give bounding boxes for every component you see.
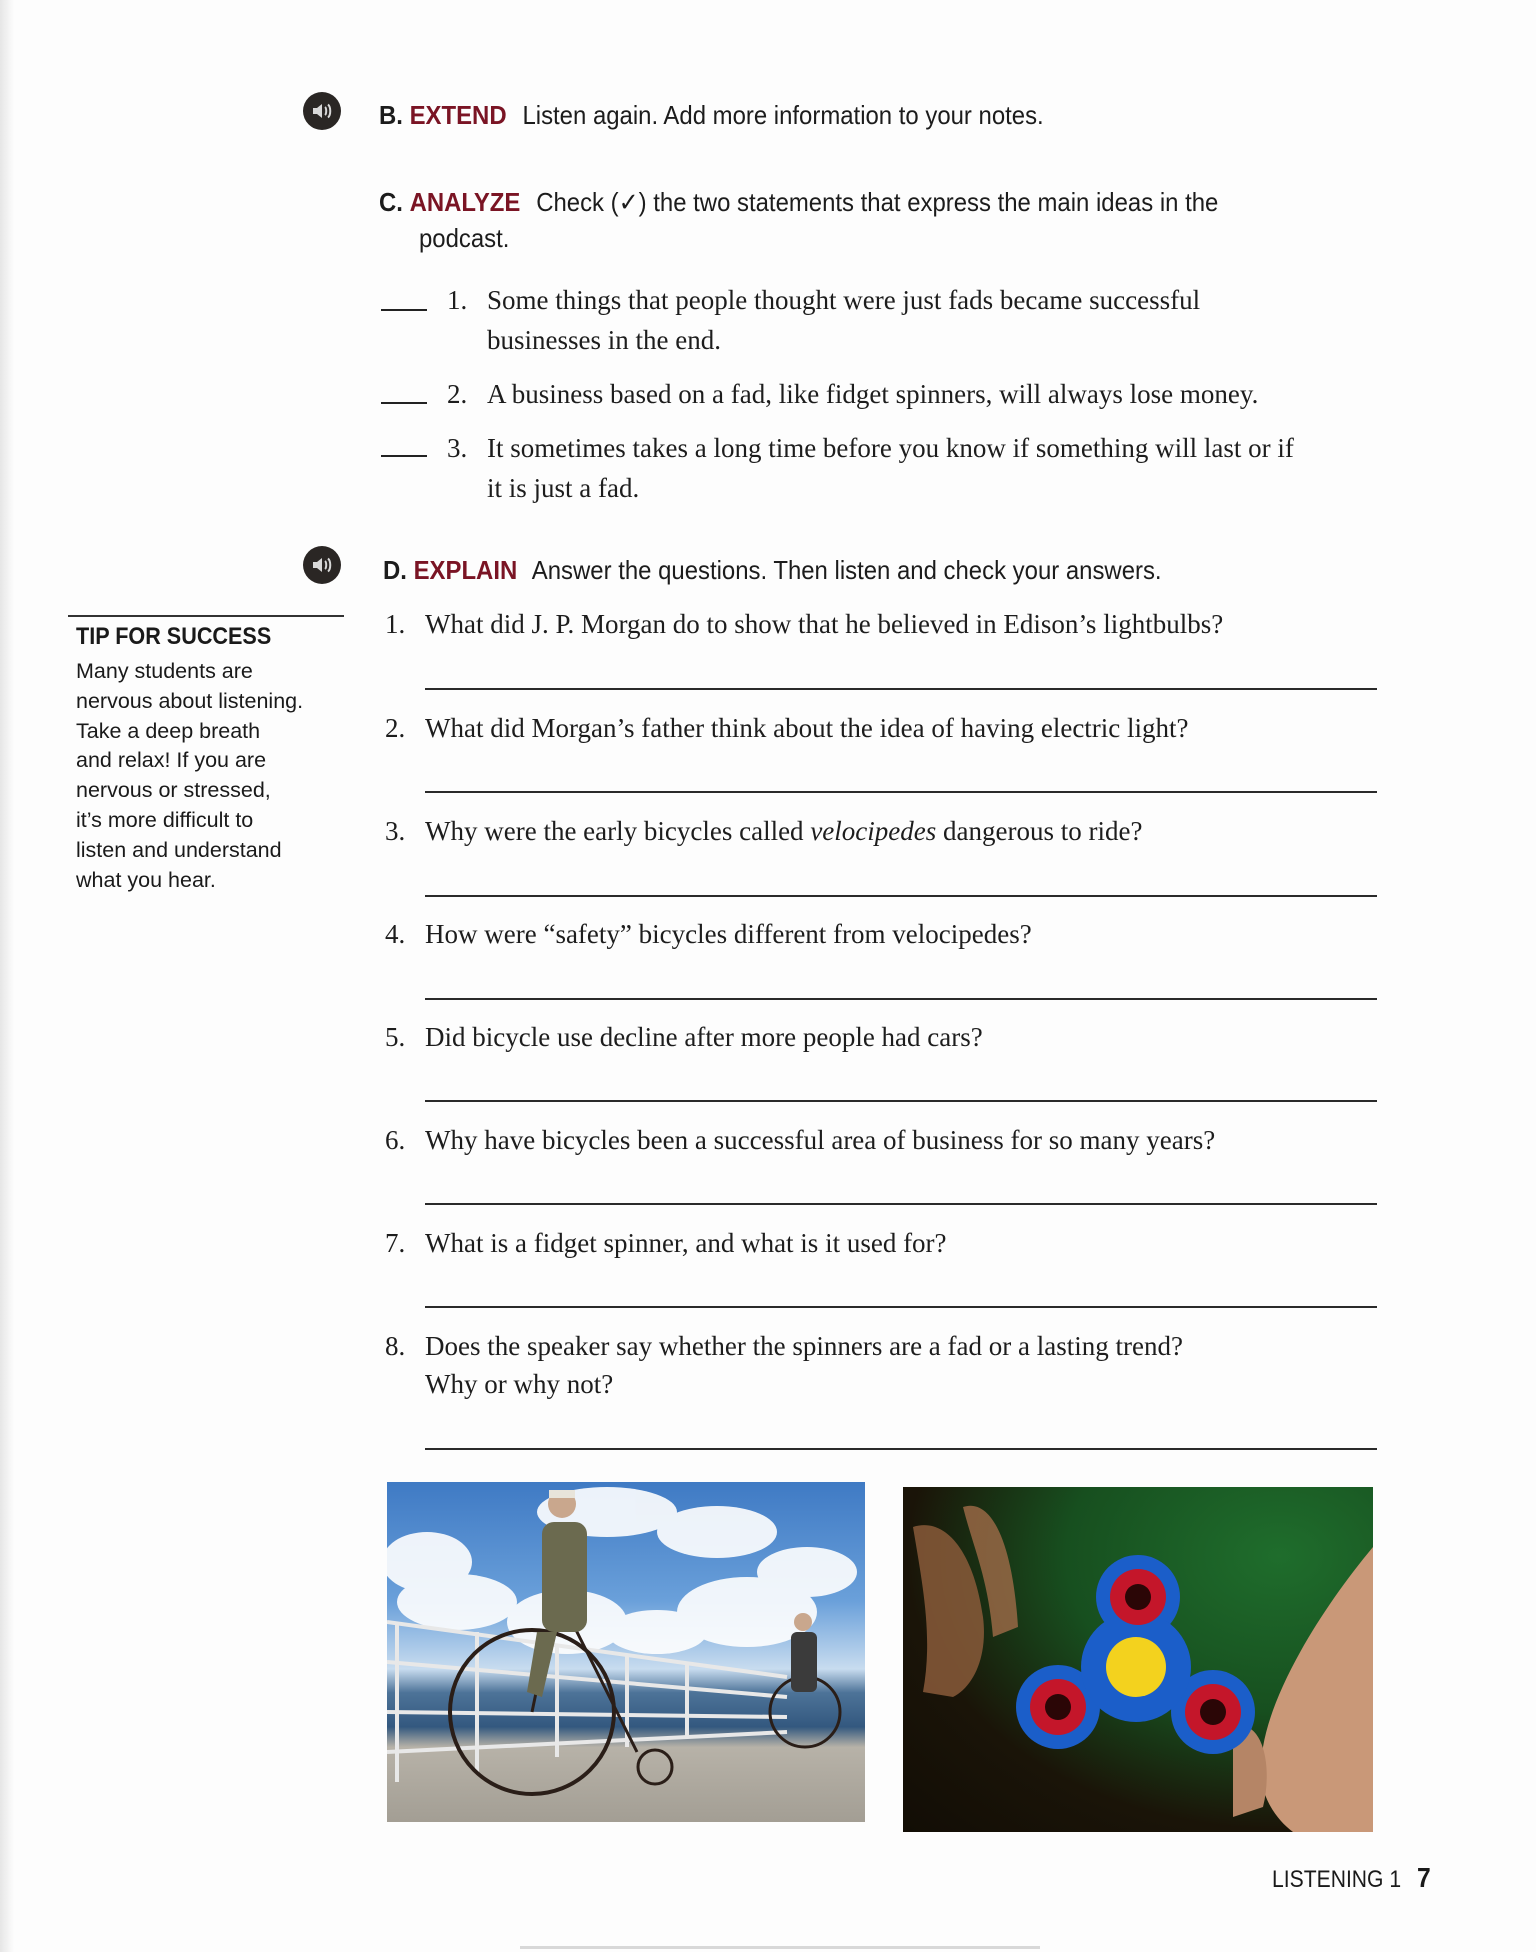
question-item <box>385 1018 983 1056</box>
question-text: Does the speaker say whether the spinners are a fad or a lasting trend? <box>425 1331 1183 1361</box>
section-d-instruction <box>383 553 1162 587</box>
check-blank[interactable] <box>381 309 427 311</box>
item-line: Some things that people thought were just fads became successful <box>487 285 1201 315</box>
question-text: dangerous to ride? <box>936 816 1143 846</box>
tip-line: nervous or stressed, <box>76 778 271 803</box>
checklist-item <box>447 280 467 320</box>
item-line: it is just a fad. <box>487 473 640 503</box>
question-item <box>385 709 1189 747</box>
page-number: 7 <box>1416 1862 1431 1893</box>
instruction-text: Answer the questions. Then listen and check your answers. <box>531 555 1162 585</box>
tip-line: it’s more difficult to <box>76 807 254 832</box>
tip-line: nervous about listening. <box>76 688 304 713</box>
question-text: Why were the early bicycles called <box>425 816 811 846</box>
audio-speaker-icon[interactable] <box>303 92 341 130</box>
item-line: businesses in the end. <box>487 325 721 355</box>
section-c-instruction-cont <box>419 221 509 255</box>
question-text: Did bicycle use decline after more people had cars? <box>425 1022 983 1052</box>
item-number: 3. <box>447 433 468 463</box>
check-blank[interactable] <box>381 402 427 404</box>
checklist-item-text <box>487 428 1294 508</box>
instruction-text: Check (✓) the two statements that express the main ideas in the <box>536 187 1219 217</box>
answer-line[interactable] <box>425 1448 1377 1450</box>
item-number: 2. <box>447 379 468 409</box>
fidget-spinner-photo <box>903 1487 1373 1832</box>
section-letter: C. <box>379 187 403 217</box>
question-italic-term: velocipedes <box>810 816 937 846</box>
section-c-instruction <box>379 185 1218 219</box>
item-number: 1. <box>447 285 468 315</box>
answer-line[interactable] <box>425 998 1377 1000</box>
section-letter: D. <box>383 555 407 585</box>
question-text: How were “safety” bicycles different from velocipedes? <box>425 919 1032 949</box>
item-line: It sometimes takes a long time before you know if something will last or if <box>487 433 1294 463</box>
checklist-item <box>447 374 467 414</box>
answer-line[interactable] <box>425 1306 1377 1308</box>
item-line: A business based on a fad, like fidget spinners, will always lose money. <box>487 379 1259 409</box>
section-b-instruction <box>379 98 1044 132</box>
instruction-text: podcast. <box>419 223 510 253</box>
question-number: 1. <box>385 609 406 639</box>
question-text: What did Morgan’s father think about the idea of having electric light? <box>425 713 1189 743</box>
checklist-item-text <box>487 280 1200 360</box>
question-number: 2. <box>385 713 406 743</box>
page-bottom-edge <box>520 1946 1040 1949</box>
question-text: What is a fidget spinner, and what is it used for? <box>425 1228 947 1258</box>
question-text-cont: Why or why not? <box>425 1369 614 1399</box>
page-edge-shadow <box>0 0 14 1952</box>
section-letter: B. <box>379 100 403 130</box>
answer-line[interactable] <box>425 895 1377 897</box>
question-number: 8. <box>385 1331 406 1361</box>
section-keyword: ANALYZE <box>409 187 521 217</box>
footer-section-label: LISTENING 1 <box>1272 1866 1402 1893</box>
tip-body <box>76 657 366 895</box>
question-item <box>385 1327 1183 1403</box>
page-footer <box>1272 1862 1431 1894</box>
tip-line: Many students are <box>76 659 253 683</box>
question-text: Why have bicycles been a successful area of business for so many years? <box>425 1125 1216 1155</box>
question-item <box>385 605 1223 643</box>
question-number: 6. <box>385 1125 406 1155</box>
checklist-item <box>447 428 467 468</box>
audio-speaker-icon[interactable] <box>303 546 341 584</box>
question-number: 7. <box>385 1228 406 1258</box>
question-item <box>385 1224 947 1262</box>
tip-line: and relax! If you are <box>76 748 267 773</box>
instruction-text: Listen again. Add more information to your notes. <box>522 100 1044 130</box>
answer-line[interactable] <box>425 688 1377 690</box>
question-number: 4. <box>385 919 406 949</box>
answer-line[interactable] <box>425 1203 1377 1205</box>
section-keyword: EXPLAIN <box>413 555 518 585</box>
tip-line: what you hear. <box>76 867 216 892</box>
tip-title: TIP FOR SUCCESS <box>76 623 272 650</box>
check-blank[interactable] <box>381 455 427 457</box>
question-number: 5. <box>385 1022 406 1052</box>
question-item <box>385 915 1032 953</box>
question-number: 3. <box>385 816 406 846</box>
tip-divider <box>68 615 344 617</box>
tip-line: listen and understand <box>76 837 282 862</box>
question-item <box>385 1121 1215 1159</box>
question-item <box>385 812 1142 850</box>
question-text: What did J. P. Morgan do to show that he believed in Edison’s lightbulbs? <box>425 609 1224 639</box>
section-keyword: EXTEND <box>409 100 507 130</box>
answer-line[interactable] <box>425 791 1377 793</box>
penny-farthing-photo <box>387 1482 865 1822</box>
answer-line[interactable] <box>425 1100 1377 1102</box>
tip-line: Take a deep breath <box>76 718 261 743</box>
checklist-item-text <box>487 374 1258 414</box>
